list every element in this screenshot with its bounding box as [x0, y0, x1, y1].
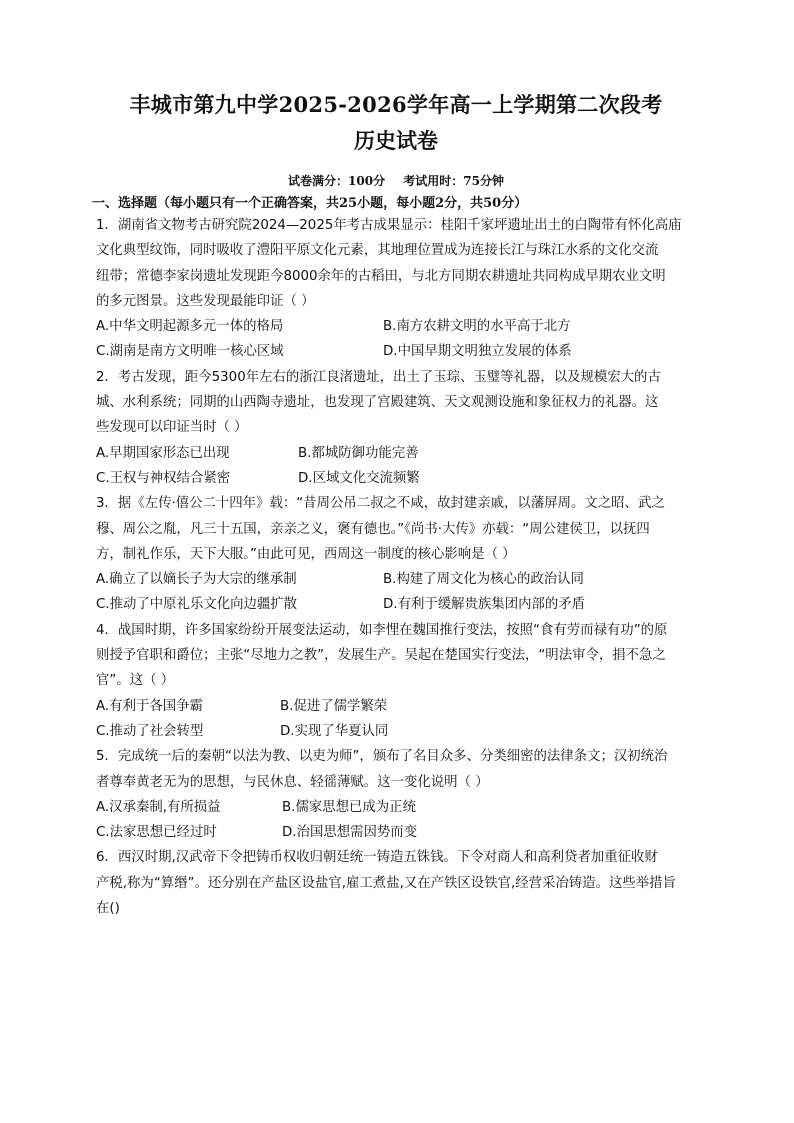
question-line: 纽带；常德李家岗遗址发现距今8000余年的古稻田，与北方同期农耕遗址共同构成早期农业文明: [96, 268, 666, 284]
option-b[interactable]: B.都城防御功能完善: [298, 445, 419, 461]
exam-title: 丰城市第九中学2025-2026学年高一上学期第二次段考: [129, 92, 663, 117]
option-a[interactable]: A.确立了以嫡长子为大宗的继承制: [96, 572, 297, 588]
option-a[interactable]: A.汉承秦制,有所损益: [96, 799, 221, 815]
duration-text: 考试用时：75分钟: [403, 174, 504, 188]
option-a[interactable]: A.中华文明起源多元一体的格局: [96, 319, 284, 335]
question-3: [96, 491, 696, 617]
question-line: 4．战国时期，许多国家纷纷开展变法运动，如李悝在魏国推行变法，按照“食有劳而禄有功”的原: [96, 622, 668, 638]
option-row: [96, 795, 696, 820]
option-d[interactable]: D.有利于缓解贵族集团内部的矛盾: [383, 597, 586, 613]
option-d[interactable]: D.实现了华夏认同: [280, 723, 389, 739]
option-row: [96, 567, 696, 592]
question-line: 1．湖南省文物考古研究院2024—2025年考古成果显示：桂阳千家坪遗址出土的白陶带有怀化高庙: [96, 218, 682, 233]
exam-meta: [96, 172, 696, 190]
question-line: 文化典型纹饰，同时吸收了澧阳平原文化元素，其地理位置成为连接长江与珠江水系的文化交流: [96, 243, 659, 259]
option-c[interactable]: C.湖南是南方文明唯一核心区域: [96, 344, 284, 360]
option-row: [96, 441, 696, 466]
option-row: [96, 820, 696, 845]
option-c[interactable]: C.王权与神权结合紧密: [96, 470, 231, 486]
question-line: 3．据《左传·僖公二十四年》载：“昔周公吊二叔之不咸，故封建亲戚，以藩屏周。文之昭、武之: [96, 496, 665, 512]
option-a[interactable]: A.有利于各国争霸: [96, 698, 203, 714]
question-line: 些发现可以印证当时（ ）: [96, 420, 248, 436]
question-line: 穆、周公之胤，凡三十五国，亲亲之义，褒有德也。”《尚书·大传》亦载：“周公建侯卫，以抚四: [96, 521, 650, 537]
question-line: 城、水利系统；同期的山西陶寺遗址，也发现了宫殿建筑、天文观测设施和象征权力的礼器。这: [96, 395, 659, 411]
full-score-text: 试卷满分：100分: [288, 174, 386, 188]
option-c[interactable]: C.法家思想已经过时: [96, 825, 217, 841]
question-line: 5．完成统一后的秦朝“以法为教、以吏为师”，颁布了名目众多、分类细密的法律条文；汉初统治: [96, 749, 668, 765]
option-row: [96, 694, 696, 719]
question-line: 2．考古发现，距今5300年左右的浙江良渚遗址，出土了玉琮、玉璧等礼器，以及规模宏大的古: [96, 369, 661, 385]
question-line: 则授予官职和爵位；主张“尽地力之教”，发展生产。吴起在楚国实行变法，“明法审令，捐不急之: [96, 648, 666, 664]
question-line: 在(): [96, 901, 120, 917]
question-line: 官”。这（ ）: [96, 673, 175, 689]
question-2: [96, 365, 696, 491]
option-row: [96, 719, 696, 744]
option-a[interactable]: A.早期国家形态已出现: [96, 445, 230, 461]
option-c[interactable]: C.推动了中原礼乐文化向边疆扩散: [96, 597, 298, 613]
option-c[interactable]: C.推动了社会转型: [96, 723, 204, 739]
question-line: 者尊奉黄老无为的思想，与民休息、轻徭薄赋。这一变化说明（ ）: [96, 774, 489, 790]
question-line: 的多元图景。这些发现最能印证（ ）: [96, 293, 315, 309]
question-line: 方，制礼作乐，天下大服。”由此可见，西周这一制度的核心影响是（ ）: [96, 546, 516, 562]
option-d[interactable]: D.中国早期文明独立发展的体系: [383, 344, 572, 360]
option-row: [96, 592, 696, 617]
option-b[interactable]: B.南方农耕文明的水平高于北方: [383, 319, 571, 335]
option-row: [96, 314, 696, 339]
exam-page: [92, 90, 696, 921]
option-b[interactable]: B.构建了周文化为核心的政治认同: [383, 572, 584, 588]
question-4: [96, 618, 696, 744]
section-heading: 一、选择题（每小题只有一个正确答案，共25小题，每小题2分，共50分）: [92, 196, 528, 211]
question-line: 产税,称为“算缗”。还分别在产盐区设盐官,雇工煮盐,又在产铁区设铁官,经营采冶铸造。这些举措旨: [96, 875, 676, 891]
question-5: [96, 744, 696, 845]
question-1: [96, 213, 696, 365]
question-line: 6．西汉时期,汉武帝下令把铸币权收归朝廷统一铸造五铢钱。下令对商人和高利贷者加重征收财: [96, 850, 658, 866]
option-d[interactable]: D.治国思想需因势而变: [282, 825, 418, 841]
exam-subtitle: 历史试卷: [354, 128, 438, 153]
question-6: [96, 845, 696, 921]
option-b[interactable]: B.儒家思想已成为正统: [282, 799, 416, 815]
option-b[interactable]: B.促进了儒学繁荣: [280, 698, 388, 714]
option-row: [96, 466, 696, 491]
option-row: [96, 339, 696, 364]
option-d[interactable]: D.区域文化交流频繁: [298, 470, 420, 486]
